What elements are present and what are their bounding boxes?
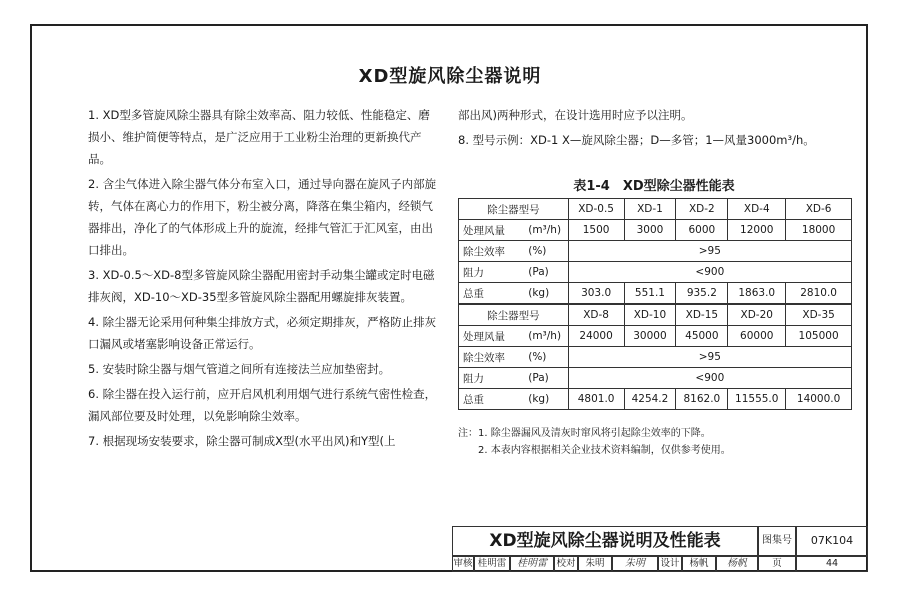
table-cell: XD-6	[786, 199, 852, 220]
table-cell: 8162.0	[676, 389, 728, 410]
table-cell: 4801.0	[568, 389, 624, 410]
table-cell: 2810.0	[786, 283, 852, 305]
page-label: 页	[758, 556, 796, 572]
note-1: 注：1. 除尘器漏风及清灰时窜风将引起除尘效率的下降。	[458, 428, 711, 439]
check-signature: 朱明	[612, 556, 658, 572]
row-label-weight: 总重	[459, 389, 525, 410]
paragraph-7: 7. 根据现场安装要求，除尘器可制成X型(水平出风)和Y型(上	[88, 434, 396, 448]
table-cell: <900	[568, 262, 851, 283]
table-cell: 4254.2	[624, 389, 676, 410]
table-cell: >95	[568, 347, 851, 368]
page-number: 44	[796, 556, 868, 572]
page-title: XD型旋风除尘器说明	[358, 66, 542, 87]
table-cell: XD-20	[728, 304, 786, 326]
table-cell: 1500	[568, 220, 624, 241]
table-cell: XD-10	[624, 304, 676, 326]
table-cell: >95	[568, 241, 851, 262]
table-cell: 18000	[786, 220, 852, 241]
description-left-column	[88, 104, 440, 455]
table-cell: 11555.0	[728, 389, 786, 410]
performance-table	[458, 198, 852, 410]
paragraph-1: 1. XD型多管旋风除尘器具有除尘效率高、阻力较低、性能稳定、磨损小、维护简便等特点，是广泛应用于工业粉尘治理的更新换代产品。	[88, 108, 430, 166]
table-cell: XD-8	[568, 304, 624, 326]
table-row	[459, 262, 852, 283]
paragraph-2: 2. 含尘气体进入除尘器气体分布室入口，通过导向器在旋风子内部旋转，气体在离心力的作用下，粉尘被分离，降落在集尘箱内，经锁气器排出，净化了的气体形成上升的旋流，经排气管汇于汇风室，由出口排出。	[88, 177, 437, 257]
table-cell: 3000	[624, 220, 676, 241]
drawing-title: XD型旋风除尘器说明及性能表	[452, 526, 758, 556]
table-title: 表1-4 XD型除尘器性能表	[573, 179, 735, 194]
table-cell: XD-1	[624, 199, 676, 220]
table-cell: XD-2	[676, 199, 728, 220]
design-signature: 杨帆	[716, 556, 758, 572]
paragraph-4: 4. 除尘器无论采用何种集尘排放方式，必须定期排灰，严格防止排灰口漏风或堵塞影响设备正常运行。	[88, 315, 437, 351]
paragraph-6: 6. 除尘器在投入运行前，应开启风机利用烟气进行系统气密性检查，漏风部位要及时处理，以免影响除尘效率。	[88, 387, 437, 423]
unit-res: (Pa)	[524, 368, 568, 389]
table-cell: 12000	[728, 220, 786, 241]
table-cell: XD-4	[728, 199, 786, 220]
table-cell: 1863.0	[728, 283, 786, 305]
table-cell: 45000	[676, 326, 728, 347]
row-label-air: 处理风量	[459, 220, 525, 241]
unit-weight: (kg)	[524, 389, 568, 410]
row-label-weight: 总重	[459, 283, 525, 305]
paragraph-5: 5. 安装时除尘器与烟气管道之间所有连接法兰应加垫密封。	[88, 362, 391, 376]
table-row	[459, 199, 852, 220]
table-cell: 60000	[728, 326, 786, 347]
table-cell: 24000	[568, 326, 624, 347]
table-cell: 105000	[786, 326, 852, 347]
table-row	[459, 389, 852, 410]
table-cell: 30000	[624, 326, 676, 347]
row-label-model: 除尘器型号	[459, 199, 569, 220]
table-cell: 551.1	[624, 283, 676, 305]
table-row	[459, 283, 852, 305]
design-name: 杨帆	[682, 556, 716, 572]
table-notes	[458, 425, 858, 459]
description-right-column	[458, 104, 858, 154]
paragraph-3: 3. XD-0.5～XD-8型多管旋风除尘器配用密封手动集尘罐或定时电磁排灰阀，XD-10～XD-35型多管旋风除尘器配用螺旋排灰装置。	[88, 268, 435, 304]
table-row	[459, 347, 852, 368]
row-label-eff: 除尘效率	[459, 241, 525, 262]
review-name: 桂明雷	[474, 556, 510, 572]
paragraph-8: 8. 型号示例：XD-1 X—旋风除尘器；D—多管；1—风量3000m³/h。	[458, 133, 815, 147]
note-2: 2. 本表内容根据相关企业技术资料编制，仅供参考使用。	[478, 445, 731, 456]
table-row	[459, 220, 852, 241]
row-label-eff: 除尘效率	[459, 347, 525, 368]
table-row	[459, 326, 852, 347]
row-label-air: 处理风量	[459, 326, 525, 347]
unit-eff: (%)	[524, 241, 568, 262]
atlas-label: 图集号	[758, 526, 796, 556]
table-cell: <900	[568, 368, 851, 389]
table-cell: 303.0	[568, 283, 624, 305]
table-cell: 6000	[676, 220, 728, 241]
unit-air: (m³/h)	[524, 326, 568, 347]
atlas-number: 07K104	[796, 526, 868, 556]
table-row	[459, 241, 852, 262]
review-signature: 桂明雷	[510, 556, 554, 572]
row-label-model: 除尘器型号	[459, 304, 569, 326]
unit-res: (Pa)	[524, 262, 568, 283]
table-cell: 14000.0	[786, 389, 852, 410]
review-label: 审核	[452, 556, 474, 572]
check-name: 朱明	[578, 556, 612, 572]
table-cell: XD-15	[676, 304, 728, 326]
table-row	[459, 304, 852, 326]
unit-air: (m³/h)	[524, 220, 568, 241]
table-cell: 935.2	[676, 283, 728, 305]
table-cell: XD-0.5	[568, 199, 624, 220]
check-label: 校对	[554, 556, 578, 572]
table-cell: XD-35	[786, 304, 852, 326]
row-label-res: 阻力	[459, 368, 525, 389]
paragraph-7-continued: 部出风)两种形式，在设计选用时应予以注明。	[458, 108, 693, 122]
title-block-signature-row	[452, 556, 868, 572]
row-label-res: 阻力	[459, 262, 525, 283]
unit-weight: (kg)	[524, 283, 568, 305]
unit-eff: (%)	[524, 347, 568, 368]
design-label: 设计	[658, 556, 682, 572]
table-row	[459, 368, 852, 389]
